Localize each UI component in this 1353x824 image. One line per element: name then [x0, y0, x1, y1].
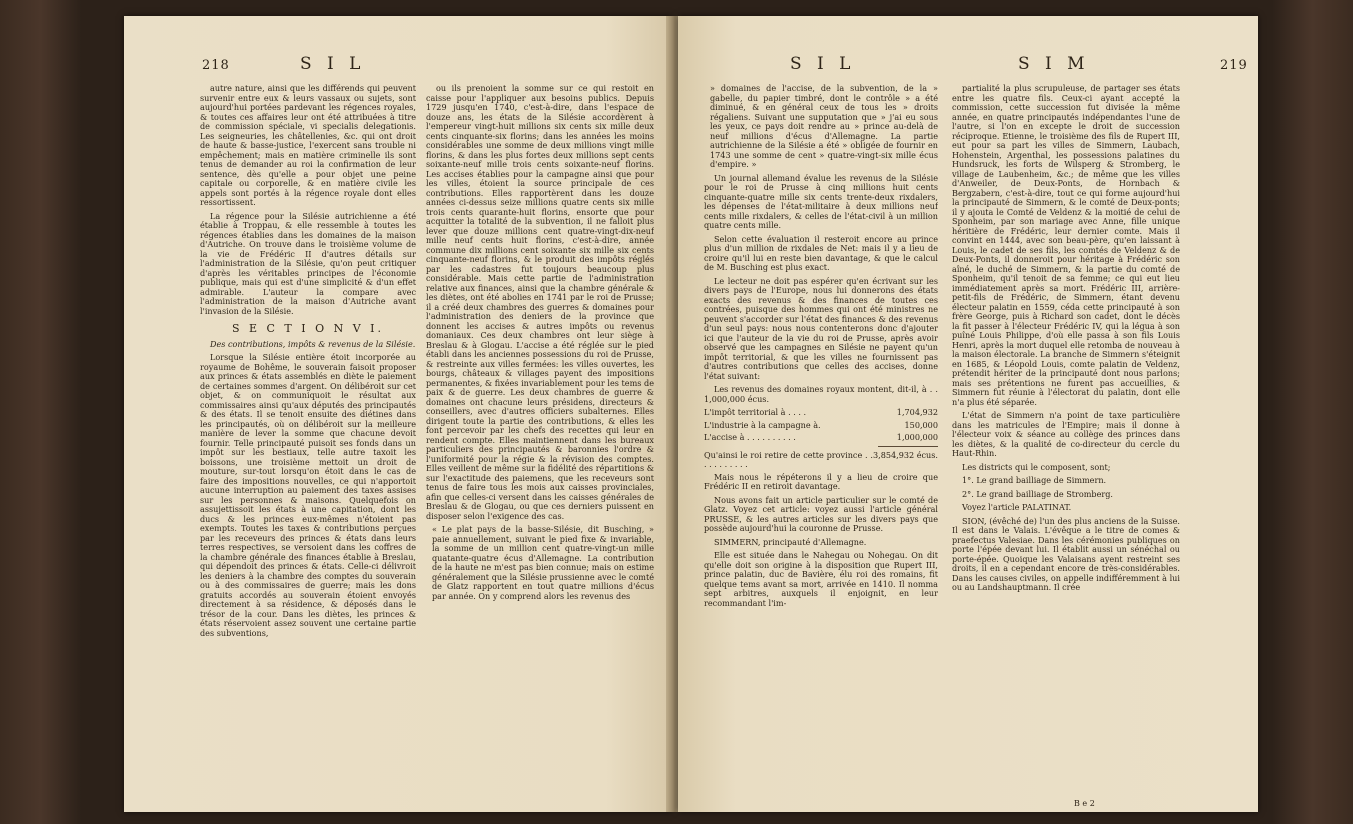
running-head-right: S I M — [1018, 54, 1090, 74]
section-title: S E C T I O N V I. — [231, 322, 385, 335]
paragraph: autre nature, ainsi que les différends qui peuvent survenir entre eux & leurs vassaux ou sujets, sont aujourd'hui portées pardevant les régences royales, & toutes ces affaires leur ont été attribuées à titre de commission spéciale, vi specialis delegationis. Les seigneuries, les châtellenies, &c. qui ont droit de haute & basse-justice, l'exercent sans trouble ni empêchement; mais en matière criminelle ils sont tenus de demander au roi la confirmation de leur sentence, dès qu'elle a pour objet une peine capitale ou corporelle, & en matière civile les appels sont portés à la régence royale dont elles ressortissent. — [200, 84, 416, 207]
paragraph: Un journal allemand évalue les revenus de la Silésie pour le roi de Prusse à cinq millions huit cents cinquante-quatre mille six cents trente-deux rixdalers, les dépenses de l'état-militaire à deux millions neuf cents mille rixdalers, & celles de l'état-civil à un million quatre cents mille. — [704, 172, 938, 230]
paragraph: Le lecteur ne doit pas espérer qu'en écrivant sur les divers pays de l'Europe, nous lui donnerons des états exacts des revenus & des finances de toutes ces contrées, puisque des hommes qui ont été ministres ne peuvent s'accorder sur l'état des finances & des revenus d'un seul pays: nous nous contenterons donc d'ajouter ici que l'auteur de la vie du roi de Prusse, après avoir observé que les campagnes en Silésie ne payent qu'un impôt territorial, & que les villes ne fournissent pas d'autres contributions que celles des accises, donne l'état suivant: — [704, 275, 938, 381]
right-column-2 — [952, 84, 1180, 798]
paragraph: Mais nous le répéterons il y a lieu de croire que Frédéric II en retiroit davantage. — [704, 471, 938, 491]
right-page — [678, 16, 1258, 812]
revenue-value: 1,000,000 — [896, 432, 938, 442]
cross-reference: Voyez l'article PALATINAT. — [962, 502, 1072, 512]
paragraph: SION, (évêché de) l'un des plus anciens de la Suisse. Il est dans le Valais. L'évêque a le titre de comes & praefectus Valesiae. Dans les cérémonies publiques on porte l'épée devant lui. Il établit aussi un sénéchal ou porte-épée. Quoique les Valaisans ayent restreint ses droits, il en a cependant encore de très-considérables. Dans les causes civiles, on appelle indifféremment à lui ou au Landshauptmann. Il crée — [952, 515, 1180, 592]
paragraph: Elle est située dans le Nahegau ou Nohegau. On dit qu'elle doit son origine à la disposition que Rupert III, prince palatin, duc de Bavière, élu roi des romains, fit quelque tems avant sa mort, arrivée en 1410. Il nomma sept arbitres, auxquels il enjoignit, en leur recommandant l'im- — [704, 550, 938, 608]
total-label: Qu'ainsi le roi retire de cette province . . . . . . . . . . . — [704, 449, 873, 469]
revenue-label: L'impôt territorial à . . . . — [704, 407, 807, 417]
paragraph: ou ils prenoient la somme sur ce qui restoit en caisse pour l'appliquer aux besoins publics. Depuis 1729 jusqu'en 1740, c'est-à-dire, dans l'espace de douze ans, les états de la Silésie accordèrent à l'empereur vingt-huit millions six cents six mille deux cents cinquante-six florins; dans les années les moins considérables une somme de deux millions vingt mille florins, & dans les plus fortes deux millions sept cents soixante-neuf mille trois cents soixante-neuf florins. Les accises établies pour la campagne ainsi que pour les villes, étoient la source principale de ces contributions. Elles rapportèrent dans les douze années ci-dessus seize millions quatre cents six mille trois cents quarante-huit florins, ensorte que pour acquitter la totalité de la subvention, il ne falloit plus lever que douze millions cent quatre-vingt-dix-neuf mille neuf cents huit florins, c'est-à-dire, année commune dix millions cent soixante six mille six cents cinquante-neuf florins, & le produit des impôts réglés par les cadastres fut toujours beaucoup plus considérable. Mais cette partie de l'administration relative aux finances, ainsi que la chambre générale & les diètes, ont été abolies en 1741 par le roi de Prusse; il a créé deux chambres des guerres & domaines pour l'administration des deniers de la province que donnent les accises & autres impôts ou revenus domaniaux. Ces deux chambres ont leur siège à Breslau & à Glogau. L'accise a été réglée sur le pied établi dans les anciennes possessions du roi de Prusse, & restreinte aux villes fermées: les villes ouvertes, les bourgs, châteaux & villages payent des impositions permanentes, & fixées invariablement pour les tems de paix & de guerre. Les deux chambres de guerre & domaines ont chacune leurs présidens, directeurs & conseillers, avec d'autres officiers subalternes. Elles dirigent toute la partie des contributions, & elles les font percevoir par les chefs des recettes qui leur en rendent compte. Elles maintiennent dans les bureaux particuliers des principautés & baronnies l'ordre & l'uniformité pour la régie & la révision des comptes. Elles veillent de même sur la fidélité des répartitions & sur l'exactitude des paiemens, que les receveurs sont tenus de faire tous les mois aux caisses provinciales, afin que celles-ci versent dans les caisses générales de Breslau & de Glogau, ou que ces derniers puissent en disposer selon l'exigence des cas. — [426, 84, 654, 521]
left-column-1 — [200, 84, 416, 798]
left-column-2 — [426, 84, 654, 798]
quote: « Le plat pays de la basse-Silésie, dit Busching, » paie annuellement, suivant le pied fixe & invariable, la somme de un million cent quatre-vingt-un mille quatante-quatre écus d'Allemagne. La contribution de la haute ne m'est pas bien connue; mais on estime généralement que la Silésie prussienne avec le comté de Glatz rapportent en tout quatre millions d'écus par année. On y comprend alors les revenus des — [432, 524, 654, 601]
paragraph: Les revenus des domaines royaux montent, dit-il, à . . 1,000,000 écus. — [704, 384, 938, 404]
page-number: 219 — [1220, 58, 1248, 73]
paragraph: Lorsque la Silésie entière étoit incorporée au royaume de Bohême, le souverain faisoit proposer aux princes & états assemblés en diète le paiement de certaines sommes d'argent. On délibéroit sur cet objet, & on communiquoit le résultat aux commissaires ainsi qu'aux députés des principautés & des états. Il se tenoit ensuite des diétines dans les principautés, où on délibéroit sur la meilleure manière de lever la somme que chacune devoit fournir. Telle principauté puisoit ses fonds dans un impôt sur les bestiaux, telle autre taxoit les boissons, une troisième mettoit un droit de mouture, sur-tout lorsqu'on étoit dans le cas de faire des impositions nouvelles, ce qui n'apportoit aucune interruption au paiement des taxes assises sur les personnes & maisons. Quelquefois on assujettissoit les états à une capitation, dont les ducs & les princes eux-mêmes n'étoient pas exempts. Toutes les taxes & contributions perçues par les receveurs des princes & états dans leurs terres respectives, se versoient dans les coffres de la chambre générale des finances établie à Breslau, qui dépendoit des princes & états. Celle-ci délivroit les deniers à la chambre des comptes du souverain ou à des commissaires de guerre; mais les dons gratuits accordés au souverain étoient envoyés directement à sa résidence, & déposés dans le trésor de la cour. Dans les diètes, les princes & états réservoient assez souvent une certaine partie des subventions, — [200, 352, 416, 638]
page-number: 218 — [202, 58, 230, 73]
paragraph: La régence pour la Silésie autrichienne a été établie à Troppau, & elle ressemble à toutes les régences établies dans les domaines de la maison d'Autriche. On trouve dans le troisième volume de la vie de Frédéric II d'autres détails sur l'administration de la Silésie, qu'on peut critiquer d'après les véritables principes de l'économie publique, mais qui est d'une simplicité & d'un effet admirable. L'auteur la compare avec l'administration de la maison d'Autriche avant l'invasion de la Silésie. — [200, 210, 416, 316]
list-item: 2°. Le grand bailliage de Stromberg. — [962, 488, 1114, 499]
quote: » domaines de l'accise, de la subvention, de la » gabelle, du papier timbré, dont le contrôle » a été diminué, & en général ceux de tous les » droits régaliens. Suivant une supputation que » j'ai eu sous les yeux, ce pays doit rendre au » prince au-delà de neuf millions d'écus d'Allemagne. La partie autrichienne de la Silésie a été » obligée de fournir en 1743 une somme de cent » quatre-vingt-six mille écus d'empire. » — [710, 84, 938, 169]
paragraph: Les districts qui le composent, sont; — [962, 461, 1111, 472]
revenue-label: L'accise à . . . . . . . . . . — [704, 432, 796, 442]
section-subtitle: Des contributions, impôts & revenus de la Silésie. — [210, 338, 416, 349]
right-column-1 — [704, 84, 938, 798]
left-page — [124, 16, 672, 812]
paragraph: L'état de Simmern n'a point de taxe particulière dans les matricules de l'Empire; mais il donne à l'électeur voix & séance au collège des princes dans les diètes, & la qualité de co-directeur du cercle du Haut-Rhin. — [952, 410, 1180, 458]
revenue-value: 150,000 — [904, 419, 938, 430]
total-value: 3,854,932 écus. — [872, 449, 938, 460]
paragraph: partialité la plus scrupuleuse, de partager ses états entre les quatre fils. Ceux-ci ayant accepté la commission, cette succession fut divisée la même année, en quatre principautés indépendantes l'une de l'autre, si l'on en excepte le droit de succession réciproque. Etienne, le troisième des fils de Rupert III, eut pour sa part les villes de Simmern, Laubach, Hohenstein, Argenthal, les possessions palatines du Hundsruck, les forts de Wilsperg & Stromberg, le village de Laubenheim, &c.; de même que les villes d'Anweiler, de Deux-Ponts, de Hornbach & Bergzabern, c'est-à-dire, tout ce qui forme aujourd'hui la principauté de Simmern, & le comté de Deux-ponts; il y ajouta le Comté de Veldenz & la moitié de celui de Sponheim, par son mariage avec Anne, fille unique héritière de Frédéric, leur dernier comte. Mais il convint en 1444, avec son beau-père, qu'en laissant à Louis, le cadet de ses fils, les comtés de Veldenz & de Deux-Ponts, il donneroit pour héritage à Frédéric son aîné, le duché de Simmern, & la partie du comté de Sponheim, qu'il tenoit de sa femme; ce qui eut lieu immédiatement après sa mort. Frédéric III, arrière-petit-fils de Frédéric, de Simmern, étant devenu électeur palatin en 1559, céda cette principauté à son frère George, puis à Richard son cadet, dont le décès la fit passer à l'électeur Frédéric IV, qui la légua à son puîné Louis Philippe, d'où elle passa à son fils Louis Henri, après la mort duquel elle retomba de nouveau à la maison électorale. La branche de Simmern s'éteignit en 1685, & Léopold Louis, comte palatin de Veldenz, prétendit hériter de la principauté dont nous parlons; mais ses prétentions ne furent pas accueillies, & Simmern fut réunie à l'électorat du palatin, dont elle n'a plus été séparée. — [952, 84, 1180, 407]
revenue-row — [704, 421, 938, 431]
revenue-label: L'industrie à la campagne à. — [704, 419, 821, 430]
paragraph: Selon cette évaluation il resteroit encore au prince plus d'un million de rixdales de Net: mais il y a lieu de croire qu'il lui en reste bien davantage, & que le calcul de M. Busching est plus exact. — [704, 233, 938, 272]
revenue-value: 1,704,932 — [896, 407, 938, 417]
revenue-total-row — [704, 451, 938, 470]
running-head: S I L — [300, 54, 366, 74]
revenue-row — [704, 408, 938, 418]
paragraph: Nous avons fait un article particulier sur le comté de Glatz. Voyez cet article: voyez aussi l'article général PRUSSE, & les autres articles sur les divers pays que possède aujourd'hui la couronne de Prusse. — [704, 494, 938, 533]
sum-rule — [878, 446, 938, 447]
revenue-row — [704, 433, 938, 443]
signature-mark: B e 2 — [1074, 799, 1095, 808]
running-head-left: S I L — [790, 54, 856, 74]
entry-title: SIMMERN, principauté d'Allemagne. — [714, 536, 867, 547]
list-item: 1°. Le grand bailliage de Simmern. — [962, 475, 1107, 485]
